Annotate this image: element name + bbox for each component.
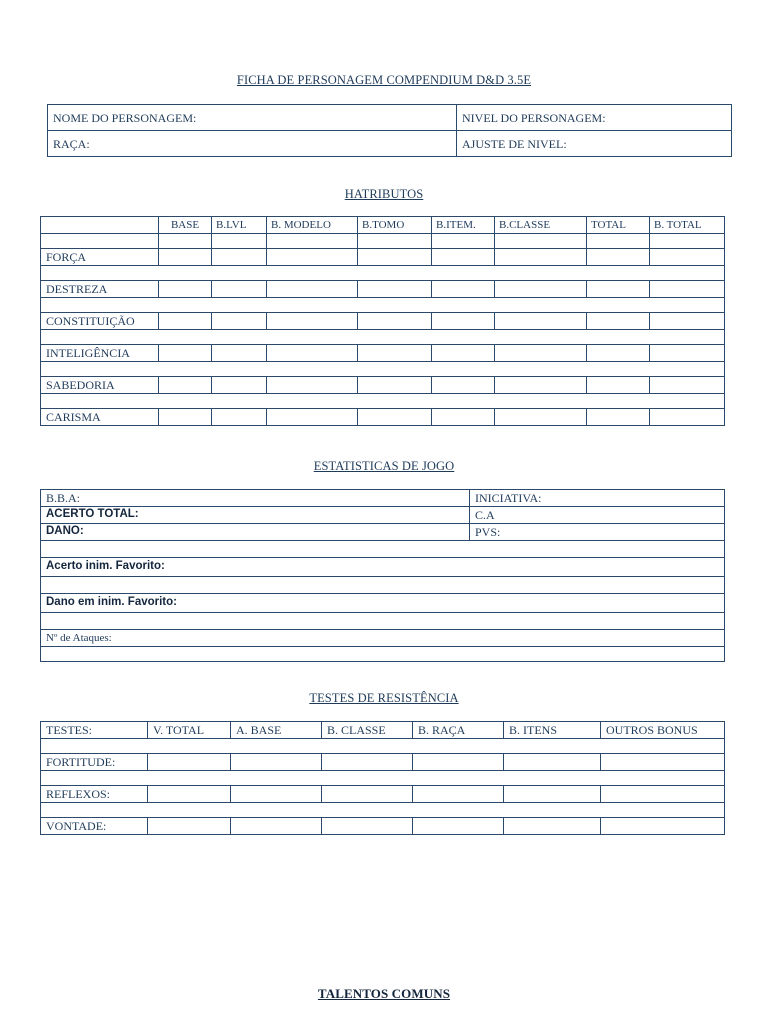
damage-field[interactable]: DANO: bbox=[41, 524, 470, 541]
blank-row[interactable] bbox=[41, 541, 725, 558]
attr-cell[interactable] bbox=[41, 394, 725, 409]
save-spacer bbox=[41, 803, 725, 818]
attribute-value-cell[interactable] bbox=[159, 281, 212, 298]
attribute-value-cell[interactable] bbox=[212, 409, 267, 426]
save-label: REFLEXOS: bbox=[41, 786, 148, 803]
attr-cell[interactable] bbox=[432, 234, 495, 249]
col-abase: A. BASE bbox=[231, 722, 322, 739]
save-value-cell[interactable] bbox=[148, 754, 231, 771]
save-value-cell[interactable] bbox=[322, 786, 413, 803]
attribute-value-cell[interactable] bbox=[159, 313, 212, 330]
col-btotal: B. TOTAL bbox=[650, 217, 725, 234]
save-value-cell[interactable] bbox=[148, 786, 231, 803]
blank-row[interactable] bbox=[41, 613, 725, 630]
attribute-row bbox=[41, 377, 725, 394]
character-info-table bbox=[47, 104, 732, 157]
attribute-value-cell[interactable] bbox=[267, 409, 358, 426]
col-bmodelo: B. MODELO bbox=[267, 217, 358, 234]
col-base: BASE bbox=[159, 217, 212, 234]
col-bitens: B. ITENS bbox=[504, 722, 601, 739]
attribute-value-cell[interactable] bbox=[212, 345, 267, 362]
attribute-value-cell[interactable] bbox=[587, 281, 650, 298]
character-name-field[interactable]: NOME DO PERSONAGEM: bbox=[48, 105, 457, 131]
attribute-value-cell[interactable] bbox=[495, 345, 587, 362]
attribute-value-cell[interactable] bbox=[495, 377, 587, 394]
attribute-value-cell[interactable] bbox=[650, 345, 725, 362]
attributes-heading: HATRIBUTOS bbox=[344, 187, 424, 201]
col-total: TOTAL bbox=[587, 217, 650, 234]
save-value-cell[interactable] bbox=[413, 818, 504, 835]
save-value-cell[interactable] bbox=[601, 818, 725, 835]
attribute-value-cell[interactable] bbox=[358, 409, 432, 426]
attributes-body bbox=[41, 234, 725, 426]
col-outros: OUTROS BONUS bbox=[601, 722, 725, 739]
attr-cell[interactable] bbox=[212, 234, 267, 249]
col-vtotal: V. TOTAL bbox=[148, 722, 231, 739]
save-value-cell[interactable] bbox=[504, 786, 601, 803]
col-braca: B. RAÇA bbox=[413, 722, 504, 739]
attr-cell[interactable] bbox=[41, 234, 159, 249]
col-bclasse: B.CLASSE bbox=[495, 217, 587, 234]
attribute-value-cell[interactable] bbox=[432, 377, 495, 394]
attribute-value-cell[interactable] bbox=[495, 409, 587, 426]
armor-class-field[interactable]: C.A bbox=[470, 507, 725, 524]
favored-enemy-attack-field[interactable]: Acerto inim. Favorito: bbox=[41, 558, 725, 577]
attribute-label: SABEDORIA bbox=[41, 377, 159, 394]
attribute-value-cell[interactable] bbox=[212, 249, 267, 266]
attribute-label: DESTREZA bbox=[41, 281, 159, 298]
sheet-title: FICHA DE PERSONAGEM COMPENDIUM D&D 3.5E bbox=[236, 73, 532, 87]
save-row bbox=[41, 754, 725, 771]
attribute-value-cell[interactable] bbox=[587, 409, 650, 426]
attribute-value-cell[interactable] bbox=[432, 249, 495, 266]
attribute-value-cell[interactable] bbox=[358, 281, 432, 298]
attribute-value-cell[interactable] bbox=[267, 281, 358, 298]
save-value-cell[interactable] bbox=[322, 818, 413, 835]
talents-heading: TALENTOS COMUNS bbox=[317, 986, 451, 1001]
character-level-field[interactable]: NIVEL DO PERSONAGEM: bbox=[457, 105, 732, 131]
save-value-cell[interactable] bbox=[322, 754, 413, 771]
attribute-value-cell[interactable] bbox=[587, 345, 650, 362]
save-value-cell[interactable] bbox=[504, 818, 601, 835]
save-value-cell[interactable] bbox=[601, 786, 725, 803]
attribute-value-cell[interactable] bbox=[358, 377, 432, 394]
saves-table bbox=[40, 721, 725, 835]
attribute-value-cell[interactable] bbox=[650, 281, 725, 298]
save-value-cell[interactable] bbox=[148, 818, 231, 835]
total-attack-field[interactable]: ACERTO TOTAL: bbox=[41, 507, 470, 524]
attribute-value-cell[interactable] bbox=[650, 409, 725, 426]
attribute-row bbox=[41, 281, 725, 298]
game-stats-table bbox=[40, 489, 725, 662]
attribute-value-cell[interactable] bbox=[587, 249, 650, 266]
attribute-row bbox=[41, 313, 725, 330]
save-value-cell[interactable] bbox=[413, 754, 504, 771]
blank-row[interactable] bbox=[41, 577, 725, 594]
save-row bbox=[41, 818, 725, 835]
attribute-value-cell[interactable] bbox=[159, 377, 212, 394]
attribute-value-cell[interactable] bbox=[159, 409, 212, 426]
attr-cell[interactable] bbox=[41, 298, 725, 313]
initiative-field[interactable]: INICIATIVA: bbox=[470, 490, 725, 507]
hit-points-field[interactable]: PVS: bbox=[470, 524, 725, 541]
blank-row[interactable] bbox=[41, 647, 725, 662]
attribute-label: INTELIGÊNCIA bbox=[41, 345, 159, 362]
attribute-value-cell[interactable] bbox=[358, 249, 432, 266]
attributes-table bbox=[40, 216, 725, 426]
save-value-cell[interactable] bbox=[231, 818, 322, 835]
attribute-value-cell[interactable] bbox=[159, 345, 212, 362]
col-blvl: B.LVL bbox=[212, 217, 267, 234]
attr-cell[interactable] bbox=[495, 234, 587, 249]
attr-cell[interactable] bbox=[159, 234, 212, 249]
attacks-count-field[interactable]: Nº de Ataques: bbox=[41, 630, 725, 647]
attribute-row bbox=[41, 409, 725, 426]
attribute-value-cell[interactable] bbox=[432, 345, 495, 362]
col-testes: TESTES: bbox=[41, 722, 148, 739]
attr-header-blank bbox=[41, 217, 159, 234]
attr-cell[interactable] bbox=[41, 330, 725, 345]
attribute-value-cell[interactable] bbox=[432, 313, 495, 330]
level-adjustment-field[interactable]: AJUSTE DE NIVEL: bbox=[457, 131, 732, 157]
game-stats-heading: ESTATISTICAS DE JOGO bbox=[313, 459, 455, 473]
attribute-value-cell[interactable] bbox=[650, 313, 725, 330]
attribute-value-cell[interactable] bbox=[212, 313, 267, 330]
attribute-value-cell[interactable] bbox=[432, 281, 495, 298]
save-row bbox=[41, 786, 725, 803]
saves-body bbox=[41, 739, 725, 835]
col-btomo: B.TOMO bbox=[358, 217, 432, 234]
attr-cell[interactable] bbox=[267, 234, 358, 249]
attribute-value-cell[interactable] bbox=[650, 249, 725, 266]
attr-cell[interactable] bbox=[41, 362, 725, 377]
attr-cell[interactable] bbox=[358, 234, 432, 249]
attribute-value-cell[interactable] bbox=[495, 313, 587, 330]
race-field[interactable]: RAÇA: bbox=[48, 131, 457, 157]
attribute-value-cell[interactable] bbox=[495, 281, 587, 298]
attribute-value-cell[interactable] bbox=[358, 345, 432, 362]
attribute-value-cell[interactable] bbox=[267, 345, 358, 362]
save-spacer bbox=[41, 739, 725, 754]
attribute-value-cell[interactable] bbox=[267, 249, 358, 266]
attribute-value-cell[interactable] bbox=[587, 313, 650, 330]
attribute-value-cell[interactable] bbox=[358, 313, 432, 330]
attribute-label: FORÇA bbox=[41, 249, 159, 266]
attribute-row bbox=[41, 249, 725, 266]
attribute-value-cell[interactable] bbox=[267, 313, 358, 330]
save-value-cell[interactable] bbox=[601, 754, 725, 771]
save-label: VONTADE: bbox=[41, 818, 148, 835]
attribute-value-cell[interactable] bbox=[650, 377, 725, 394]
attribute-value-cell[interactable] bbox=[495, 249, 587, 266]
attribute-value-cell[interactable] bbox=[159, 249, 212, 266]
favored-enemy-damage-field[interactable]: Dano em inim. Favorito: bbox=[41, 594, 725, 613]
attribute-value-cell[interactable] bbox=[432, 409, 495, 426]
attr-cell[interactable] bbox=[650, 234, 725, 249]
attr-cell[interactable] bbox=[587, 234, 650, 249]
save-value-cell[interactable] bbox=[231, 754, 322, 771]
col-bitem: B.ITEM. bbox=[432, 217, 495, 234]
attribute-row bbox=[41, 345, 725, 362]
attr-cell[interactable] bbox=[41, 266, 725, 281]
attribute-value-cell[interactable] bbox=[267, 377, 358, 394]
bba-field[interactable]: B.B.A: bbox=[41, 490, 470, 507]
saves-heading: TESTES DE RESISTÊNCIA bbox=[309, 691, 459, 705]
attribute-value-cell[interactable] bbox=[212, 281, 267, 298]
attribute-label: CARISMA bbox=[41, 409, 159, 426]
save-value-cell[interactable] bbox=[413, 786, 504, 803]
save-spacer bbox=[41, 771, 725, 786]
attribute-value-cell[interactable] bbox=[212, 377, 267, 394]
save-label: FORTITUDE: bbox=[41, 754, 148, 771]
save-value-cell[interactable] bbox=[504, 754, 601, 771]
attribute-value-cell[interactable] bbox=[587, 377, 650, 394]
col-bclasse-save: B. CLASSE bbox=[322, 722, 413, 739]
save-value-cell[interactable] bbox=[231, 786, 322, 803]
attribute-label: CONSTITUIÇÃO bbox=[41, 313, 159, 330]
